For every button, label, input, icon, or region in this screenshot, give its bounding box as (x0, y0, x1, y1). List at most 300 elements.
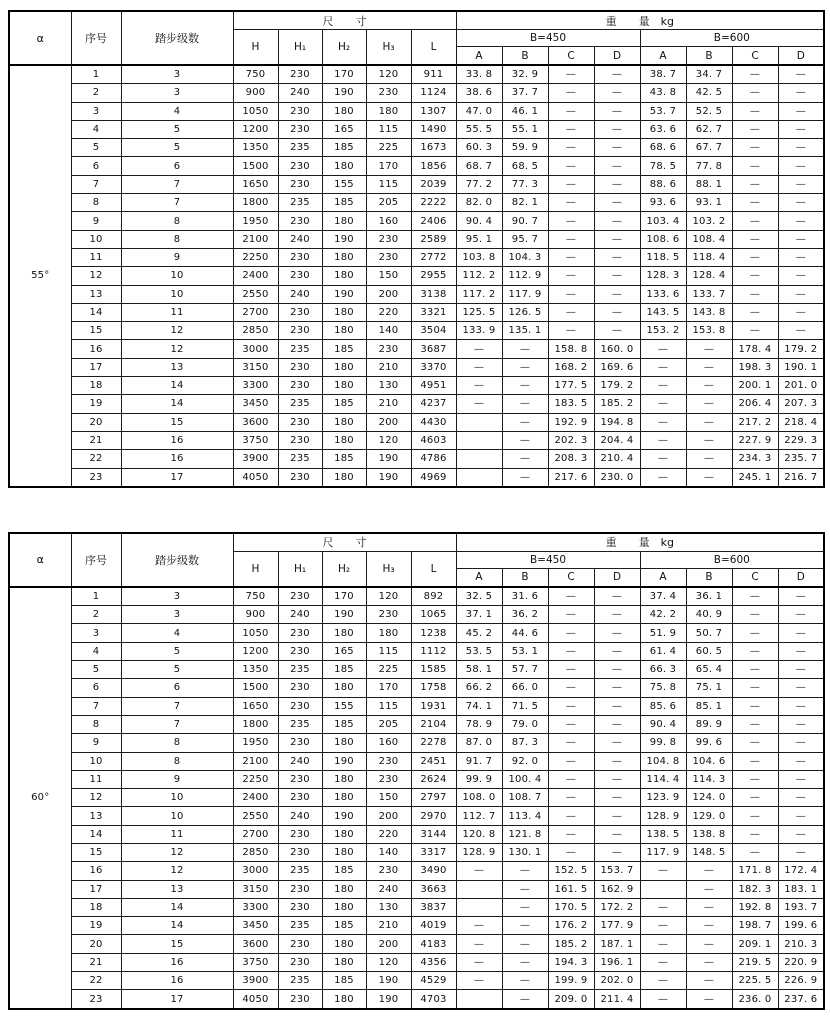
cell: — (732, 267, 778, 285)
cell: — (778, 194, 824, 212)
cell: — (778, 587, 824, 606)
cell: 124. 0 (686, 789, 732, 807)
cell: 230 (278, 120, 322, 138)
cell: 4 (121, 102, 233, 120)
cell: 180 (322, 267, 366, 285)
cell: 42. 5 (686, 84, 732, 102)
cell: 2624 (411, 770, 456, 788)
cell: 225. 5 (732, 972, 778, 990)
cell: 126. 5 (502, 303, 548, 321)
cell: 47. 0 (456, 102, 502, 120)
cell: 183. 1 (778, 880, 824, 898)
cell: 187. 1 (594, 935, 640, 953)
cell: 23 (71, 990, 121, 1009)
cell: 82. 0 (456, 194, 502, 212)
cell: 183. 5 (548, 395, 594, 413)
cell: 114. 4 (640, 770, 686, 788)
cell: 7 (71, 697, 121, 715)
cell: — (778, 157, 824, 175)
cell: 87. 0 (456, 734, 502, 752)
cell: 128. 4 (686, 267, 732, 285)
header-weight: 重 量 kg (456, 533, 824, 552)
cell: 240 (278, 285, 322, 303)
cell: — (778, 120, 824, 138)
table-row (9, 917, 824, 935)
cell: — (686, 431, 732, 449)
table-row (9, 157, 824, 175)
cell: 4 (71, 642, 121, 660)
cell: 177. 5 (548, 377, 594, 395)
cell: 130 (366, 377, 411, 395)
cell: 190 (322, 606, 366, 624)
cell: 235 (278, 395, 322, 413)
cell: 3321 (411, 303, 456, 321)
cell: — (594, 679, 640, 697)
cell: 60. 3 (456, 139, 502, 157)
cell: 170 (366, 157, 411, 175)
cell: 230 (366, 862, 411, 880)
cell: 217. 2 (732, 413, 778, 431)
cell: 114. 3 (686, 770, 732, 788)
cell: 3 (121, 587, 233, 606)
cell: 235 (278, 862, 322, 880)
cell: 55. 1 (502, 120, 548, 138)
cell: — (640, 358, 686, 376)
cell: 40. 9 (686, 606, 732, 624)
cell: 892 (411, 587, 456, 606)
cell: — (594, 267, 640, 285)
cell: 180 (322, 679, 366, 697)
cell: 148. 5 (686, 843, 732, 861)
cell: 16 (121, 450, 233, 468)
cell: 13 (121, 880, 233, 898)
cell: — (778, 84, 824, 102)
cell: 3000 (233, 862, 278, 880)
cell: — (732, 715, 778, 733)
table-row (9, 413, 824, 431)
table-row (9, 450, 824, 468)
alpha-value: 55° (9, 65, 71, 487)
table-body-55deg (9, 65, 824, 487)
cell: 16 (121, 953, 233, 971)
cell: 138. 5 (640, 825, 686, 843)
header-weight-col: B (686, 568, 732, 587)
cell: 11 (121, 303, 233, 321)
cell: 135. 1 (502, 322, 548, 340)
table-row (9, 862, 824, 880)
cell: 14 (121, 898, 233, 916)
cell: 185 (322, 715, 366, 733)
cell: 74. 1 (456, 697, 502, 715)
cell: 128. 9 (640, 807, 686, 825)
table-row (9, 843, 824, 861)
cell: 5 (121, 642, 233, 660)
cell: — (778, 285, 824, 303)
cell: 225 (366, 139, 411, 157)
cell: — (548, 679, 594, 697)
cell: 230 (278, 65, 322, 84)
cell: 230 (366, 84, 411, 102)
cell: 4603 (411, 431, 456, 449)
cell: 1800 (233, 194, 278, 212)
cell: 4703 (411, 990, 456, 1009)
cell: 171. 8 (732, 862, 778, 880)
cell: 120 (366, 431, 411, 449)
cell: 2400 (233, 789, 278, 807)
cell: 180 (322, 102, 366, 120)
cell: — (502, 340, 548, 358)
cell: 113. 4 (502, 807, 548, 825)
table-row (9, 752, 824, 770)
cell: — (686, 953, 732, 971)
cell: — (640, 413, 686, 431)
cell: 3300 (233, 377, 278, 395)
cell: — (732, 194, 778, 212)
cell: 8 (71, 715, 121, 733)
cell: 65. 4 (686, 661, 732, 679)
cell: 140 (366, 843, 411, 861)
cell: — (640, 862, 686, 880)
cell: — (548, 120, 594, 138)
cell: 1350 (233, 139, 278, 157)
cell: 180 (322, 770, 366, 788)
cell: 66. 3 (640, 661, 686, 679)
cell: 185 (322, 395, 366, 413)
table-row (9, 322, 824, 340)
cell: — (778, 661, 824, 679)
header-dimensions: 尺 寸 (233, 533, 456, 552)
header-dim-col-h3: H₃ (366, 30, 411, 66)
cell: — (502, 898, 548, 916)
cell: 4 (121, 624, 233, 642)
cell: — (640, 377, 686, 395)
header-weight-col: A (640, 568, 686, 587)
cell: 235 (278, 194, 322, 212)
cell: — (548, 139, 594, 157)
cell: — (594, 157, 640, 175)
header-dim-col-h1: H₁ (278, 551, 322, 587)
cell: — (686, 413, 732, 431)
cell: 210. 3 (778, 935, 824, 953)
cell: — (502, 468, 548, 487)
cell (456, 898, 502, 916)
cell: — (456, 972, 502, 990)
cell: 160 (366, 734, 411, 752)
cell: 11 (121, 825, 233, 843)
table-row (9, 679, 824, 697)
cell: 230 (278, 267, 322, 285)
table-row (9, 431, 824, 449)
cell: — (548, 752, 594, 770)
cell: — (548, 661, 594, 679)
cell: 112. 9 (502, 267, 548, 285)
table-row (9, 267, 824, 285)
cell: — (732, 752, 778, 770)
cell: 185. 2 (548, 935, 594, 953)
cell: — (456, 935, 502, 953)
cell: 185 (322, 194, 366, 212)
cell: 155 (322, 697, 366, 715)
cell: — (548, 715, 594, 733)
header-dim-col-l: L (411, 551, 456, 587)
cell: — (456, 862, 502, 880)
cell: — (548, 65, 594, 84)
cell: 185. 2 (594, 395, 640, 413)
cell: 21 (71, 953, 121, 971)
cell: 12 (121, 340, 233, 358)
cell: 6 (121, 157, 233, 175)
cell: — (548, 789, 594, 807)
cell: 1050 (233, 102, 278, 120)
cell: 88. 1 (686, 175, 732, 193)
cell (640, 880, 686, 898)
cell: 100. 4 (502, 770, 548, 788)
cell: 87. 3 (502, 734, 548, 752)
cell: 129. 0 (686, 807, 732, 825)
cell: — (640, 450, 686, 468)
cell: 93. 6 (640, 194, 686, 212)
cell: 182. 3 (732, 880, 778, 898)
cell: — (778, 752, 824, 770)
cell: 99. 6 (686, 734, 732, 752)
cell: — (778, 248, 824, 266)
cell: — (594, 807, 640, 825)
cell: 230 (278, 102, 322, 120)
cell: 130. 1 (502, 843, 548, 861)
cell: 194. 3 (548, 953, 594, 971)
cell: 240 (278, 606, 322, 624)
cell: — (502, 972, 548, 990)
cell: 2400 (233, 267, 278, 285)
cell: 1307 (411, 102, 456, 120)
cell: 16 (121, 972, 233, 990)
cell: — (732, 248, 778, 266)
cell: — (732, 157, 778, 175)
cell: 3600 (233, 935, 278, 953)
header-dim-col-h1: H₁ (278, 30, 322, 66)
cell: — (778, 322, 824, 340)
cell: 2406 (411, 212, 456, 230)
cell: — (686, 358, 732, 376)
cell: 178. 4 (732, 340, 778, 358)
cell: 93. 1 (686, 194, 732, 212)
cell: 120 (366, 953, 411, 971)
cell: 2700 (233, 303, 278, 321)
cell: 1800 (233, 715, 278, 733)
cell: 13 (71, 807, 121, 825)
cell: 180 (322, 377, 366, 395)
cell: 236. 0 (732, 990, 778, 1009)
cell: 230 (278, 468, 322, 487)
cell: 3900 (233, 972, 278, 990)
cell: — (456, 917, 502, 935)
header-steps: 踏步级数 (121, 11, 233, 65)
cell: — (502, 953, 548, 971)
cell: 158. 8 (548, 340, 594, 358)
cell: 16 (71, 340, 121, 358)
header-alpha: α (9, 533, 71, 587)
cell: 115 (366, 642, 411, 660)
header-b450: B=450 (456, 30, 640, 47)
cell: — (732, 84, 778, 102)
cell: 3837 (411, 898, 456, 916)
cell: 185 (322, 450, 366, 468)
cell: 190 (366, 972, 411, 990)
cell: 133. 7 (686, 285, 732, 303)
cell: 210 (366, 358, 411, 376)
header-weight-col: B (686, 47, 732, 66)
cell: 112. 2 (456, 267, 502, 285)
cell: 21 (71, 431, 121, 449)
cell: — (594, 212, 640, 230)
table-row (9, 715, 824, 733)
cell: — (686, 990, 732, 1009)
cell: — (502, 450, 548, 468)
cell: — (502, 413, 548, 431)
cell: 121. 8 (502, 825, 548, 843)
cell: 16 (71, 862, 121, 880)
cell: 44. 6 (502, 624, 548, 642)
cell: 89. 9 (686, 715, 732, 733)
cell: 208. 3 (548, 450, 594, 468)
cell: — (456, 358, 502, 376)
cell: — (778, 642, 824, 660)
cell: 118. 4 (686, 248, 732, 266)
cell: 180 (366, 624, 411, 642)
cell: 4050 (233, 468, 278, 487)
cell: 18 (71, 898, 121, 916)
cell: — (594, 606, 640, 624)
table-body-60deg (9, 587, 824, 1009)
cell: — (778, 697, 824, 715)
cell: 12 (71, 267, 121, 285)
cell: 52. 5 (686, 102, 732, 120)
cell: 161. 5 (548, 880, 594, 898)
cell: 22 (71, 972, 121, 990)
cell: — (640, 395, 686, 413)
cell: 209. 0 (548, 990, 594, 1009)
cell: — (548, 212, 594, 230)
cell: 205 (366, 194, 411, 212)
cell: 1950 (233, 212, 278, 230)
cell: 2850 (233, 322, 278, 340)
cell: 2104 (411, 715, 456, 733)
cell: — (548, 322, 594, 340)
cell: 2589 (411, 230, 456, 248)
cell: 68. 6 (640, 139, 686, 157)
cell: 1673 (411, 139, 456, 157)
cell: — (778, 807, 824, 825)
cell: 179. 2 (778, 340, 824, 358)
cell: — (456, 377, 502, 395)
cell: 235 (278, 972, 322, 990)
cell: 7 (121, 697, 233, 715)
cell: — (732, 642, 778, 660)
cell: 53. 5 (456, 642, 502, 660)
cell: 133. 6 (640, 285, 686, 303)
cell: 123. 9 (640, 789, 686, 807)
header-weight-col: C (732, 47, 778, 66)
cell: 103. 4 (640, 212, 686, 230)
cell: 198. 3 (732, 358, 778, 376)
header-serial: 序号 (71, 11, 121, 65)
cell: — (594, 248, 640, 266)
cell: 204. 4 (594, 431, 640, 449)
cell: — (594, 102, 640, 120)
cell: 190 (322, 807, 366, 825)
cell: 9 (121, 770, 233, 788)
table-row (9, 395, 824, 413)
cell: — (640, 431, 686, 449)
cell: 220 (366, 825, 411, 843)
cell: 200. 1 (732, 377, 778, 395)
table-row (9, 825, 824, 843)
cell: — (548, 825, 594, 843)
table-row (9, 789, 824, 807)
table-row (9, 807, 824, 825)
cell: — (732, 303, 778, 321)
cell: 3138 (411, 285, 456, 303)
cell: 234. 3 (732, 450, 778, 468)
cell: 230 (278, 734, 322, 752)
cell: — (732, 139, 778, 157)
cell: 185 (322, 340, 366, 358)
cell: — (594, 770, 640, 788)
cell: 5 (121, 120, 233, 138)
cell: 22 (71, 450, 121, 468)
cell: 185 (322, 917, 366, 935)
cell: 6 (71, 679, 121, 697)
cell: — (732, 807, 778, 825)
cell: 77. 3 (502, 175, 548, 193)
cell: 14 (121, 917, 233, 935)
cell: 190 (366, 468, 411, 487)
cell: 230 (278, 248, 322, 266)
cell: 14 (121, 377, 233, 395)
cell: 180 (322, 990, 366, 1009)
cell: 5 (121, 661, 233, 679)
cell: 230 (278, 953, 322, 971)
cell: 138. 8 (686, 825, 732, 843)
cell: — (778, 230, 824, 248)
cell: 120. 8 (456, 825, 502, 843)
cell: 104. 8 (640, 752, 686, 770)
cell: 230 (278, 303, 322, 321)
cell: 85. 1 (686, 697, 732, 715)
cell: — (548, 697, 594, 715)
cell: 37. 7 (502, 84, 548, 102)
cell: 230 (278, 770, 322, 788)
cell: 16 (121, 431, 233, 449)
cell: — (732, 679, 778, 697)
cell: 66. 2 (456, 679, 502, 697)
cell: 190 (322, 752, 366, 770)
cell: 14 (71, 825, 121, 843)
cell: — (594, 65, 640, 84)
cell: 4183 (411, 935, 456, 953)
cell: 5 (121, 139, 233, 157)
cell: — (732, 789, 778, 807)
cell: — (686, 395, 732, 413)
spec-table-55deg (8, 10, 825, 488)
cell: 13 (71, 285, 121, 303)
cell: 125. 5 (456, 303, 502, 321)
cell: 3900 (233, 450, 278, 468)
cell: 230 (278, 898, 322, 916)
header-weight-col: C (548, 47, 594, 66)
cell: 170 (366, 679, 411, 697)
cell: 2955 (411, 267, 456, 285)
